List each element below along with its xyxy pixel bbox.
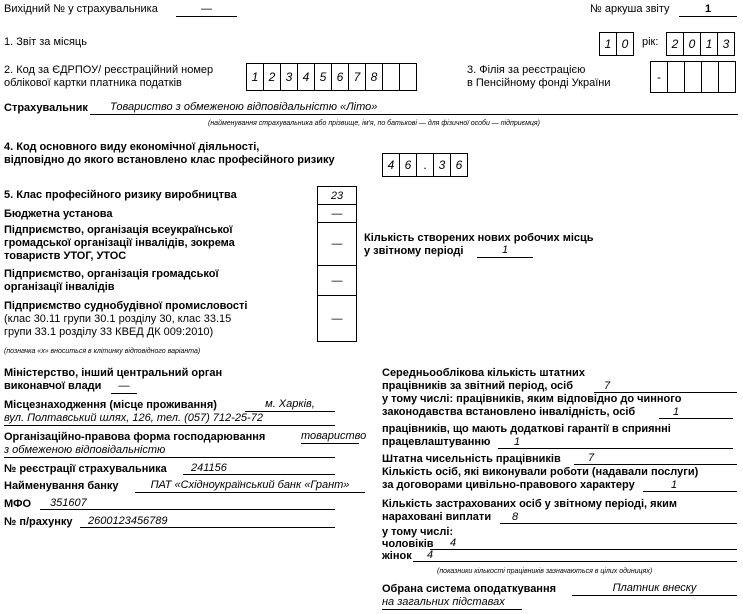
- civil-contract-field[interactable]: 1: [643, 479, 737, 492]
- activity-digit[interactable]: 6: [450, 153, 468, 177]
- ministry-field[interactable]: —: [111, 380, 137, 394]
- bank-label: Найменування банку: [4, 480, 119, 492]
- edrpou-digit[interactable]: 6: [331, 63, 349, 91]
- risk-class-box[interactable]: 23: [317, 186, 357, 205]
- legal-form-field-line2[interactable]: з обмеженою відповідальністю: [4, 444, 335, 458]
- year-digit[interactable]: 2: [666, 32, 684, 56]
- year-label: рік:: [642, 36, 659, 48]
- shipbuilding-box[interactable]: —: [317, 295, 357, 342]
- edrpou-digit[interactable]: 7: [348, 63, 366, 91]
- location-field-line2[interactable]: вул. Полтавський шлях, 126, тел. (057) 712-25-72: [4, 412, 335, 426]
- branch-label: 3. Філія за реєстрацією в Пенсійному фонді України: [467, 64, 611, 89]
- branch-digit[interactable]: [684, 61, 702, 93]
- report-month-cells[interactable]: [600, 32, 634, 56]
- edrpou-digit[interactable]: [382, 63, 400, 91]
- women-field[interactable]: 4: [413, 549, 737, 562]
- edrpou-label: 2. Код за ЄДРПОУ/ реєстраційний номер облікової картки платника податків: [4, 64, 214, 89]
- public-org-label: Підприємство, організація громадської організації інвалідів: [4, 268, 219, 293]
- activity-code-cells[interactable]: [383, 153, 468, 177]
- edrpou-digit[interactable]: [399, 63, 417, 91]
- sheet-number-label: № аркуша звіту: [590, 3, 670, 15]
- month-digit[interactable]: 0: [616, 32, 634, 56]
- avg-staff-label: Середньооблікова кількість штатних працівників за звітний період, осіб: [382, 367, 585, 392]
- year-digit[interactable]: 1: [700, 32, 718, 56]
- account-field[interactable]: 2600123456789: [80, 515, 335, 528]
- disabled-staff-label: у тому числі: працівників, яким відповідно до чинного законодавства встановлено інвалідність, осіб: [382, 393, 682, 418]
- year-digit[interactable]: 0: [683, 32, 701, 56]
- mfo-label: МФО: [4, 498, 32, 510]
- insurer-label: Страхувальник: [4, 102, 88, 114]
- edrpou-digit[interactable]: 5: [314, 63, 332, 91]
- edrpou-digit[interactable]: 4: [297, 63, 315, 91]
- men-field[interactable]: 4: [430, 537, 737, 550]
- activity-digit[interactable]: 6: [399, 153, 417, 177]
- legal-form-field-line1[interactable]: товариство: [301, 430, 367, 442]
- incl-label: у тому числі:: [382, 526, 454, 538]
- tax-system-field-line1[interactable]: Платник внеску: [572, 582, 737, 596]
- activity-digit[interactable]: 4: [382, 153, 400, 177]
- edrpou-digit[interactable]: 1: [246, 63, 264, 91]
- men-label: чоловіків: [382, 538, 434, 550]
- tax-system-field-line2[interactable]: на загальних підставах: [382, 596, 522, 610]
- disabled-org-label: Підприємство, організація всеукраїнської громадської організації інвалідів, зокрема товариств УТОГ, УТОС: [4, 224, 235, 262]
- ministry-label: Міністерство, інший центральний орган виконавчої влади: [4, 367, 223, 392]
- branch-cells[interactable]: [651, 61, 736, 93]
- legal-form-label: Організаційно-правова форма господарювання: [4, 431, 266, 443]
- outgoing-number-label: Вихідний № у страхувальника: [4, 3, 158, 15]
- activity-dot: .: [416, 153, 434, 177]
- location-field-line1[interactable]: м. Харків,: [245, 398, 335, 412]
- insured-persons-field[interactable]: 8: [500, 511, 737, 524]
- headcount-label: Штатна чисельність працівників: [382, 453, 561, 465]
- branch-digit[interactable]: [718, 61, 736, 93]
- year-digit[interactable]: 3: [717, 32, 735, 56]
- women-label: жінок: [382, 550, 412, 562]
- tax-system-label: Обрана система оподаткування: [382, 583, 557, 595]
- outgoing-number-field[interactable]: —: [176, 3, 237, 17]
- branch-digit[interactable]: [667, 61, 685, 93]
- insured-persons-label: Кількість застрахованих осіб у звітному періоді, яким нараховані виплати: [382, 498, 677, 523]
- activity-code-label: 4. Код основного виду економічної діяльності, відповідно до якого встановлено клас професійного ризику: [4, 141, 335, 166]
- budget-box[interactable]: —: [317, 204, 357, 223]
- edrpou-digit[interactable]: 3: [280, 63, 298, 91]
- headcount-field[interactable]: 7: [574, 452, 737, 465]
- mfo-field[interactable]: 351607: [40, 497, 335, 510]
- edrpou-digit[interactable]: 2: [263, 63, 281, 91]
- registration-label: № реєстрації страхувальника: [4, 463, 167, 475]
- disabled-org-box[interactable]: —: [317, 222, 357, 266]
- branch-digit[interactable]: [701, 61, 719, 93]
- civil-contract-label: Кількість осіб, які виконували роботи (надавали послуги) за договорами цивільно-правового характеру: [382, 466, 699, 491]
- location-label: Місцезнаходження (місце проживання): [4, 399, 217, 411]
- insurer-name-field[interactable]: Товариство з обмеженою відповідальністю «Літо»: [90, 101, 738, 115]
- shipbuilding-label: Підприємство суднобудівної промисловості (клас 30.11 групи 30.1 розділу 30, клас 33.15 групи 33.1 розділу 33 КВЕД ДК 009:2010): [4, 300, 248, 338]
- insurer-note: (найменування страхувальника або прізвище, ім'я, по батькові — для фізичної особи — підприємця): [208, 120, 541, 127]
- bank-field[interactable]: ПАТ «Східноукраїнський банк «Грант»: [135, 479, 365, 493]
- risk-note: (позначка «х» вноситься в клітинку відповідного варіанта): [4, 348, 201, 355]
- account-label: № п/рахунку: [4, 516, 73, 528]
- disabled-staff-field[interactable]: 1: [659, 406, 733, 419]
- edrpou-cells[interactable]: [247, 63, 417, 91]
- risk-class-label: 5. Клас професійного ризику виробництва: [4, 189, 237, 201]
- report-year-cells[interactable]: [667, 32, 735, 56]
- activity-digit[interactable]: 3: [433, 153, 451, 177]
- sheet-number-field[interactable]: 1: [679, 3, 737, 17]
- branch-digit[interactable]: -: [650, 61, 668, 93]
- guarantee-staff-label: працівників, що мають додаткові гарантії в сприянні працевлаштуванню: [382, 423, 671, 448]
- new-jobs-field[interactable]: 1: [477, 244, 533, 258]
- staff-note: (показники кількості працівників зазначаються в цілих одиницях): [437, 568, 653, 575]
- report-month-label: 1. Звіт за місяць: [4, 36, 87, 48]
- edrpou-digit[interactable]: 8: [365, 63, 383, 91]
- budget-label: Бюджетна установа: [4, 208, 113, 220]
- avg-staff-field[interactable]: 7: [594, 380, 737, 393]
- month-digit[interactable]: 1: [599, 32, 617, 56]
- guarantee-staff-field[interactable]: 1: [498, 436, 733, 449]
- public-org-box[interactable]: —: [317, 265, 357, 296]
- new-jobs-label: Кількість створених нових робочих місць у звітному періоді: [364, 232, 594, 257]
- registration-field[interactable]: 241156: [183, 462, 335, 475]
